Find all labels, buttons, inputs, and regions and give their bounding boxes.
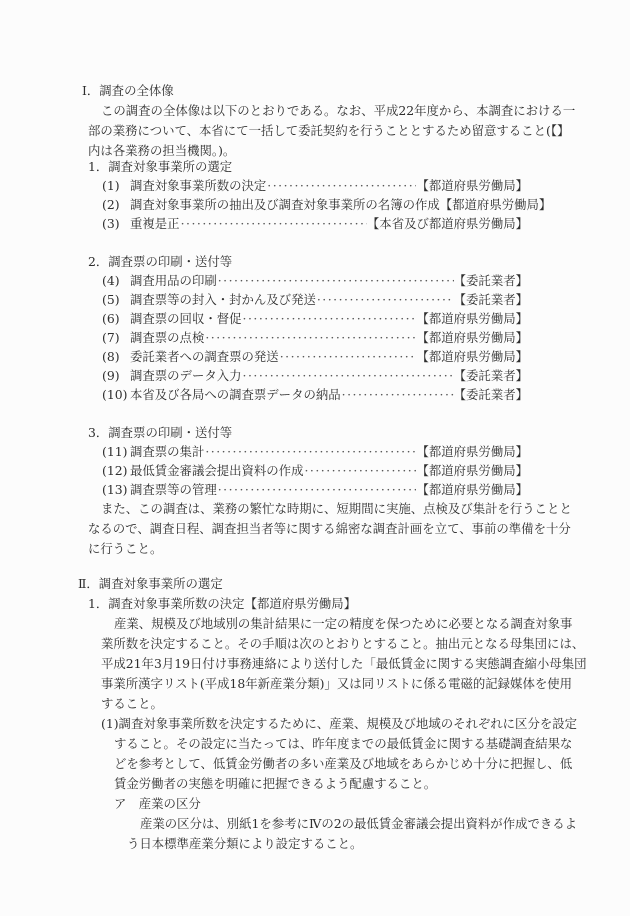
body-line: 業所数を決定すること。その手順は次のとおりとすること。抽出元となる母集団には、 (101, 636, 585, 651)
leader-dots (204, 330, 416, 346)
leader-dots (303, 463, 416, 479)
task-item (102, 292, 528, 308)
task-item (102, 463, 528, 479)
task-item (102, 387, 528, 403)
intro-line: 部の業務について、本省にて一括して委託契約を行うこととするため留意すること(【】 (88, 123, 570, 138)
responsible-org: 【委託業者】 (453, 368, 528, 383)
responsible-org: 【委託業者】 (453, 387, 528, 402)
responsible-org: 【都道府県労働局】 (416, 330, 528, 345)
item-number: (4) (102, 273, 120, 288)
section-2-heading: Ⅱ．調査対象事業所の選定 (78, 576, 223, 591)
closing-line: に行うこと。 (88, 541, 163, 556)
responsible-org: 【都道府県労働局】 (416, 349, 528, 364)
task-item (102, 444, 528, 460)
item-number: (12) (102, 463, 128, 478)
item-number: (3) (102, 216, 120, 231)
leader-dots (279, 349, 417, 365)
leader-dots (180, 216, 367, 232)
item-number: (13) (102, 482, 128, 497)
responsible-org: 【都道府県労働局】 (416, 178, 528, 193)
item-text: 調査票の集計 (130, 444, 205, 459)
responsible-org: 【本省及び都道府県労働局】 (366, 216, 528, 231)
item-line: (1)調査対象事業所数を決定するために、産業、規模及び地域のそれぞれに区分を設定 (101, 716, 578, 731)
item-number: (8) (102, 349, 120, 364)
subitem-title: ア 産業の区分 (114, 796, 201, 811)
task-item (102, 330, 528, 346)
closing-line: なるので、調査日程、調査担当者等に関する綿密な調査計画を立て、事前の準備を十分 (88, 521, 571, 536)
task-item (102, 368, 528, 384)
item-text: 調査対象事業所の抽出及び調査対象事業所の名簿の作成 (130, 197, 440, 212)
subsection-title: 1．調査対象事業所数の決定【都道府県労働局】 (88, 596, 357, 611)
responsible-org: 【都道府県労働局】 (416, 444, 528, 459)
group-title: 2．調査票の印刷・送付等 (88, 254, 233, 269)
responsible-org: 【都道府県労働局】 (416, 463, 528, 478)
item-text: 重複是正 (130, 216, 180, 231)
responsible-org: 【都道府県労働局】 (416, 311, 528, 326)
leader-dots (316, 292, 454, 308)
task-item (102, 482, 528, 498)
item-line: 賃金労働者の実態を明確に把握できるよう配慮すること。 (114, 776, 437, 791)
item-number: (10) (102, 387, 128, 402)
task-item (102, 311, 528, 327)
closing-line: また、この調査は、業務の繁忙な時期に、短期間に実施、点検及び集計を行うことと (101, 501, 572, 516)
leader-dots (217, 482, 417, 498)
body-line: 事業所漢字リスト(平成18年新産業分類)」又は同リストに係る電磁的記録媒体を使用 (101, 676, 573, 691)
item-number: (11) (102, 444, 128, 459)
item-text: 調査票のデータ入力 (130, 368, 242, 383)
item-text: 本省及び各局への調査票データの納品 (130, 387, 341, 402)
item-text: 委託業者への調査票の発送 (130, 349, 279, 364)
item-number: (1) (102, 178, 120, 193)
item-number: (9) (102, 368, 120, 383)
intro-line: この調査の全体像は以下のとおりである。なお、平成22年度から、本調査における一 (101, 103, 576, 118)
task-item (102, 216, 528, 232)
leader-dots (242, 311, 417, 327)
responsible-org: 【委託業者】 (453, 273, 528, 288)
task-item (102, 197, 552, 213)
section-1-heading: Ⅰ．調査の全体像 (82, 83, 174, 98)
leader-dots (242, 368, 454, 384)
responsible-org: 【委託業者】 (453, 292, 528, 307)
item-text: 調査票の回収・督促 (130, 311, 242, 326)
task-item (102, 178, 528, 194)
body-line: 平成21年3月19日付け事務連絡により送付した「最低賃金に関する実態調査縮小母集団 (101, 656, 587, 671)
item-number: (6) (102, 311, 120, 326)
item-text: 調査用品の印刷 (130, 273, 217, 288)
group-title: 3．調査票の印刷・送付等 (88, 425, 233, 440)
item-text: 調査票等の管理 (130, 482, 217, 497)
body-line: すること。 (101, 696, 163, 711)
subitem-line: う日本標準産業分類により設定すること。 (127, 836, 363, 851)
responsible-org: 【都道府県労働局】 (439, 197, 552, 212)
item-text: 調査対象事業所数の決定 (130, 178, 267, 193)
item-number: (2) (102, 197, 120, 212)
item-line: どを参考として、低賃金労働者の多い産業及び地域をあらかじめ十分に把握し、低 (114, 756, 573, 771)
leader-dots (341, 387, 454, 403)
item-line: すること。その設定に当たっては、昨年度までの最低賃金に関する基礎調査結果な (114, 736, 573, 751)
body-line: 産業、規模及び地域別の集計結果に一定の精度を保つために必要となる調査対象事 (114, 616, 573, 631)
intro-line: 内は各業務の担当機関。)。 (88, 143, 236, 158)
item-text: 最低賃金審議会提出資料の作成 (130, 463, 304, 478)
item-text: 調査票等の封入・封かん及び発送 (130, 292, 316, 307)
subitem-line: 産業の区分は、別紙1を参考にⅣの2の最低賃金審議会提出資料が作成できるよ (140, 816, 578, 831)
leader-dots (266, 178, 416, 194)
task-item (102, 349, 528, 365)
item-number: (5) (102, 292, 120, 307)
item-text: 調査票の点検 (130, 330, 205, 345)
item-number: (7) (102, 330, 120, 345)
task-item (102, 273, 528, 289)
leader-dots (217, 273, 454, 289)
leader-dots (204, 444, 416, 460)
responsible-org: 【都道府県労働局】 (416, 482, 528, 497)
group-title: 1．調査対象事業所の選定 (88, 159, 233, 174)
